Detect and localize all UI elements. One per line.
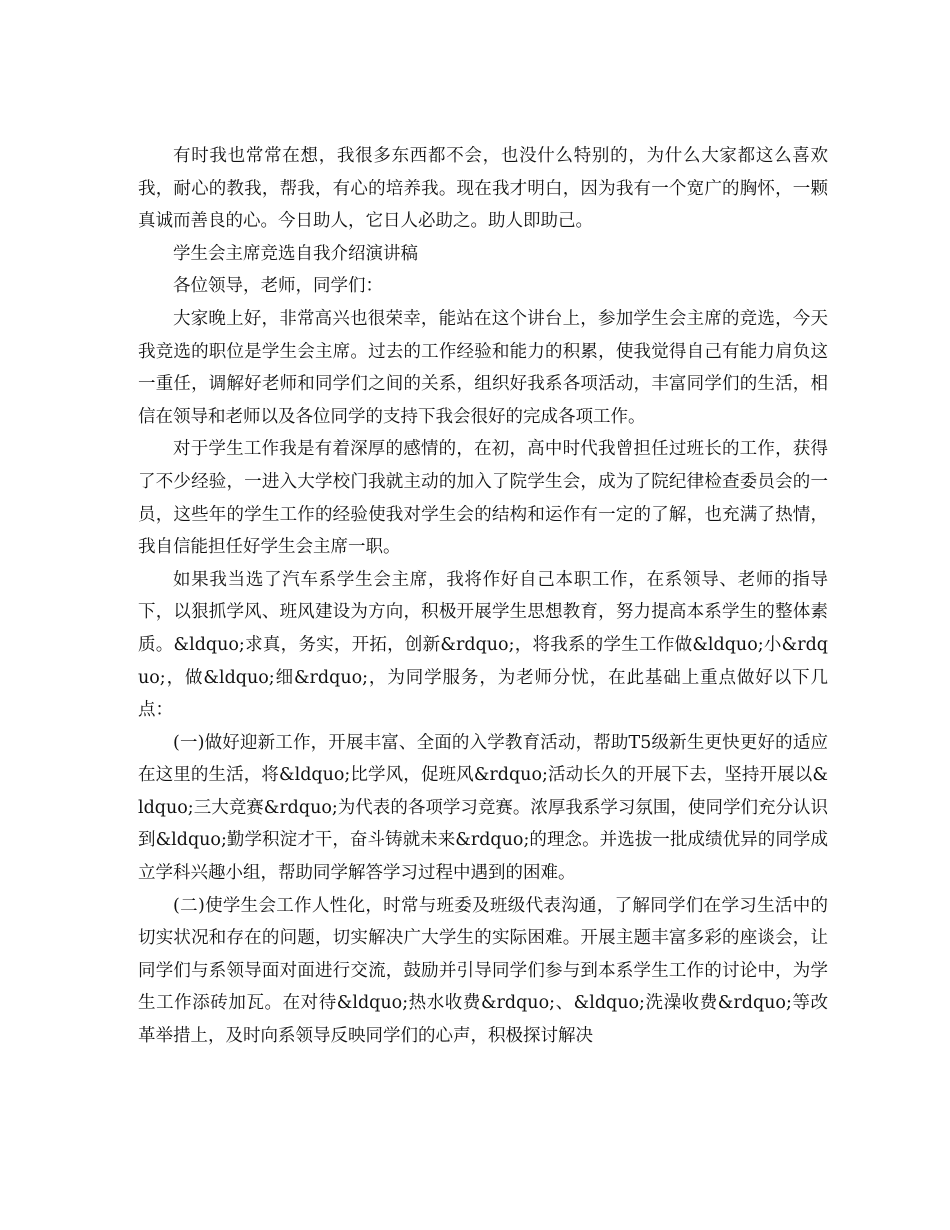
document-body (138, 140, 828, 1053)
paragraph-opening: 大家晚上好，非常高兴也很荣幸，能站在这个讲台上，参加学生会主席的竞选，今天我竞选的职位是学生会主席。过去的工作经验和能力的积累，使我觉得自己有能力肩负这一重任，调解好老师和同学们之间的关系，组织好我系各项活动，丰富同学们的生活，相信在领导和老师以及各位同学的支持下我会很好的完成各项工作。 (138, 308, 828, 427)
paragraph-point-one: (一)做好迎新工作，开展丰富、全面的入学教育活动，帮助T5级新生更快更好的适应在这里的生活，将&ldquo;比学风，促班风&rdquo;活动长久的开展下去，坚持开展以&ldquo;三大竞赛&rdquo;为代表的各项学习竞赛。浓厚我系学习氛围，使同学们充分认识到&ldquo;勤学积淀才干，奋斗铸就未来&rdquo;的理念。并选拔一批成绩优异的同学成立学科兴趣小组，帮助同学解答学习过程中遇到的困难。 (138, 732, 828, 884)
paragraph-reflection: 有时我也常常在想，我很多东西都不会，也没什么特别的，为什么大家都这么喜欢我，耐心的教我，帮我，有心的培养我。现在我才明白，因为我有一个宽广的胸怀，一颗真诚而善良的心。今日助人，它日人必助之。助人即助己。 (138, 146, 828, 232)
speech-title: 学生会主席竞选自我介绍演讲稿 (173, 243, 418, 264)
salutation: 各位领导，老师，同学们： (173, 276, 383, 297)
paragraph-point-two: (二)使学生会工作人性化，时常与班委及班级代表沟通，了解同学们在学习生活中的切实状况和存在的问题，切实解决广大学生的实际困难。开展主题丰富多彩的座谈会，让同学们与系领导面对面进行交流，鼓励并引导同学们参与到本系学生工作的讨论中，为学生工作添砖加瓦。在对待&ldquo;热水收费&rdquo;、&ldquo;洗澡收费&rdquo;等改革举措上，及时向系领导反映同学们的心声，积极探讨解决 (138, 895, 828, 1047)
paragraph-experience: 对于学生工作我是有着深厚的感情的，在初，高中时代我曾担任过班长的工作，获得了不少经验，一进入大学校门我就主动的加入了院学生会，成为了院纪律检查委员会的一员，这些年的学生工作的经验使我对学生会的结构和运作有一定的了解，也充满了热情，我自信能担任好学生会主席一职。 (138, 439, 828, 558)
paragraph-plan: 如果我当选了汽车系学生会主席，我将作好自己本职工作，在系领导、老师的指导下，以狠抓学风、班风建设为方向，积极开展学生思想教育，努力提高本系学生的整体素质。&ldquo;求真，务实，开拓，创新&rdquo;，将我系的学生工作做&ldquo;小&rdquo;，做&ldquo;细&rdquo;，为同学服务，为老师分忧，在此基础上重点做好以下几点： (138, 569, 828, 721)
